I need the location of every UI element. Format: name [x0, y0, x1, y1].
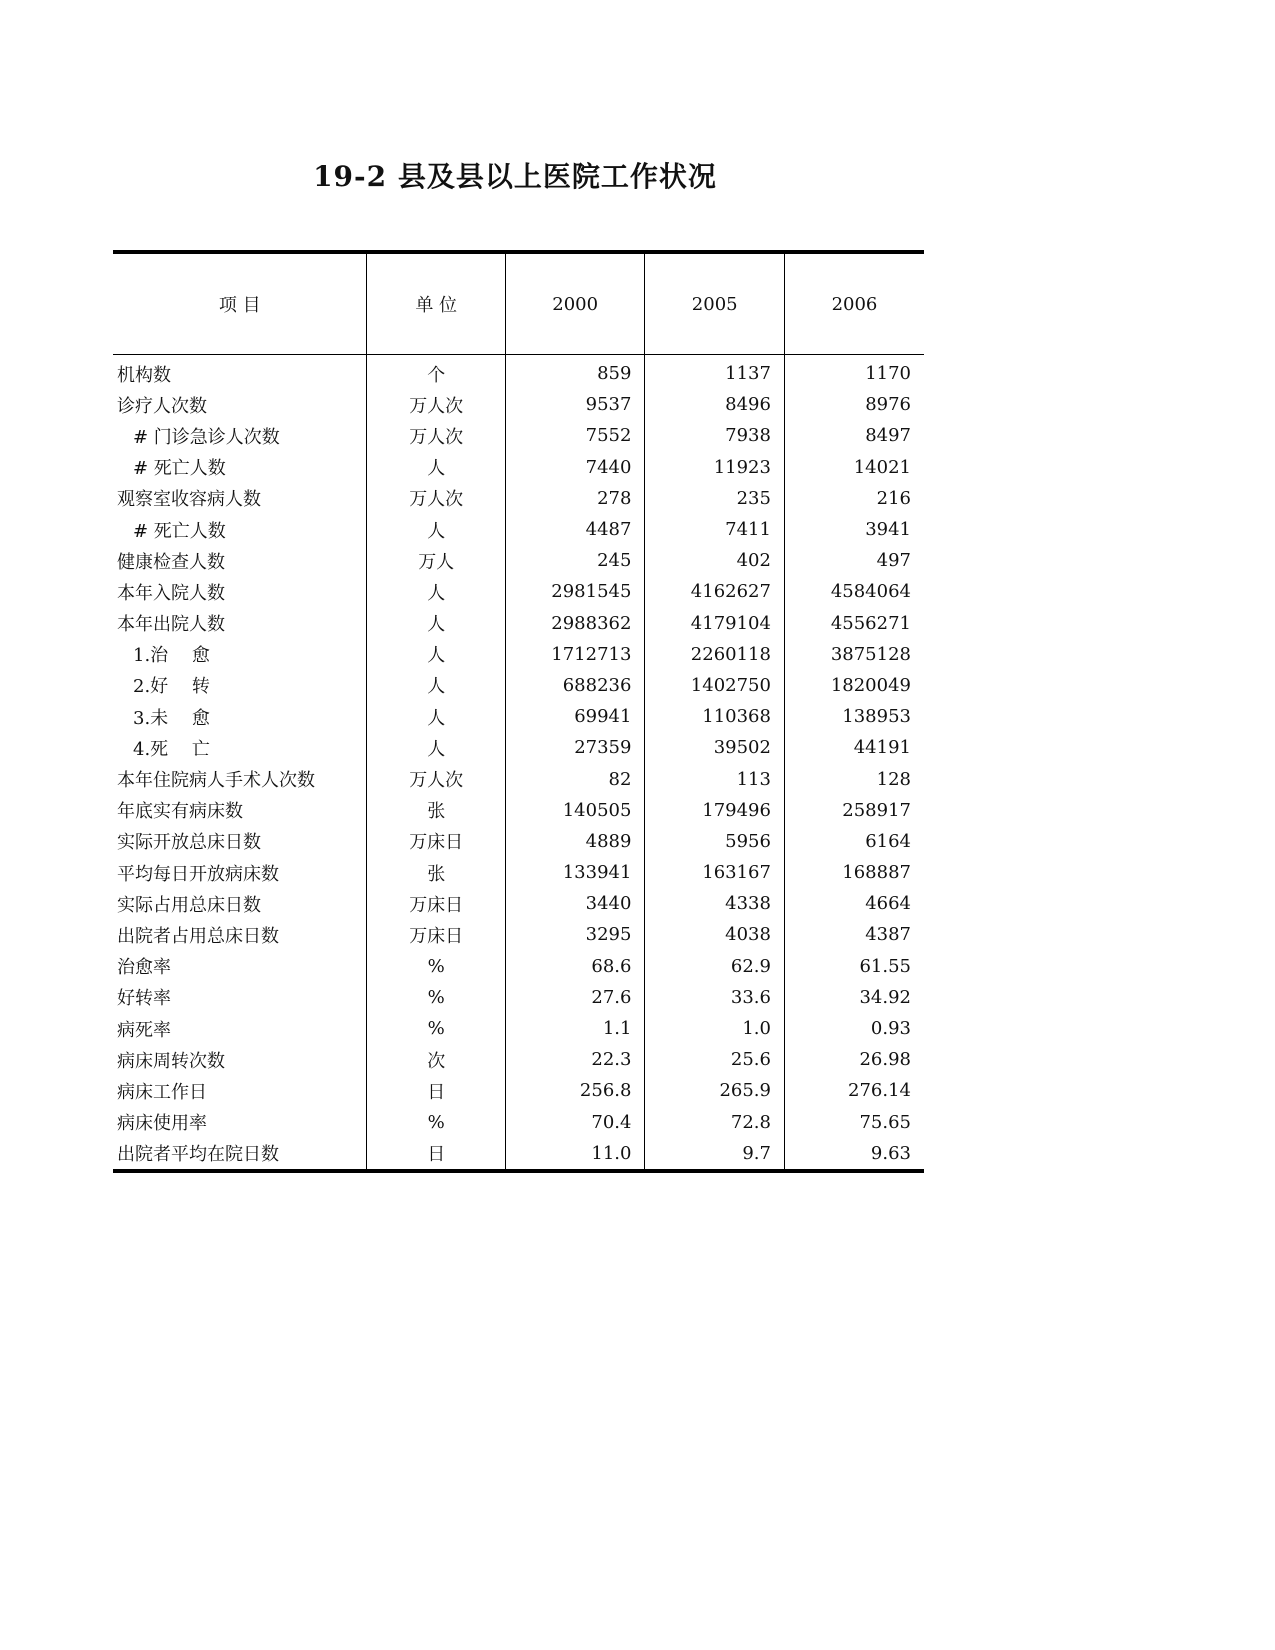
page-title: 19-2 县及县以上医院工作状况	[313, 160, 717, 193]
row-value-2000: 3295	[505, 919, 645, 950]
row-value-2005: 1137	[645, 355, 785, 390]
row-value-2006: 1820049	[784, 670, 924, 701]
row-value-2006: 6164	[784, 826, 924, 857]
row-unit: 个	[367, 355, 506, 390]
row-unit: 人	[367, 732, 506, 763]
row-unit: 人	[367, 576, 506, 607]
row-value-2000: 27359	[505, 732, 645, 763]
row-value-2005: 4338	[645, 888, 785, 919]
row-item-label: # 死亡人数	[133, 520, 226, 542]
table-header-row	[113, 252, 924, 355]
row-value-2000: 2981545	[505, 576, 645, 607]
row-value-2006: 258917	[784, 795, 924, 826]
row-value-2000: 27.6	[505, 982, 645, 1013]
row-item-label: 治愈率	[117, 957, 171, 979]
table-row	[113, 514, 924, 545]
row-value-2005: 8496	[645, 389, 785, 420]
table-row	[113, 857, 924, 888]
row-unit: 万床日	[367, 888, 506, 919]
row-unit: 日	[367, 1075, 506, 1106]
table-row	[113, 951, 924, 982]
row-unit: 人	[367, 608, 506, 639]
row-item-label: 4.死 亡	[133, 738, 210, 760]
table-row	[113, 1138, 924, 1171]
row-value-2005: 4162627	[645, 576, 785, 607]
row-value-2005: 7938	[645, 420, 785, 451]
row-value-2000: 133941	[505, 857, 645, 888]
row-value-2000: 7552	[505, 420, 645, 451]
row-value-2000: 3440	[505, 888, 645, 919]
row-value-2005: 402	[645, 545, 785, 576]
row-item-label: 3.未 愈	[133, 707, 210, 729]
row-value-2005: 4179104	[645, 608, 785, 639]
row-value-2005: 33.6	[645, 982, 785, 1013]
header-year-2000: 2000	[505, 252, 645, 355]
row-unit: 人	[367, 701, 506, 732]
row-value-2000: 4487	[505, 514, 645, 545]
row-value-2000: 70.4	[505, 1107, 645, 1138]
row-value-2006: 8497	[784, 420, 924, 451]
table-row	[113, 1107, 924, 1138]
row-value-2006: 14021	[784, 452, 924, 483]
row-unit: 万床日	[367, 919, 506, 950]
row-item-label: 出院者平均在院日数	[113, 1138, 367, 1171]
row-value-2005: 179496	[645, 795, 785, 826]
row-value-2000: 688236	[505, 670, 645, 701]
statistics-table	[113, 250, 924, 1173]
row-value-2000: 1.1	[505, 1013, 645, 1044]
row-unit: %	[367, 1107, 506, 1138]
row-unit: %	[367, 951, 506, 982]
row-value-2006: 75.65	[784, 1107, 924, 1138]
row-value-2000: 1712713	[505, 639, 645, 670]
header-item: 项 目	[113, 252, 367, 355]
table-row	[113, 763, 924, 794]
table-row	[113, 452, 924, 483]
table-row	[113, 982, 924, 1013]
table-row	[113, 826, 924, 857]
row-value-2006: 26.98	[784, 1044, 924, 1075]
row-item-label: 1.治 愈	[133, 645, 210, 667]
row-unit: 万人	[367, 545, 506, 576]
row-value-2006: 1170	[784, 355, 924, 390]
row-value-2006: 4584064	[784, 576, 924, 607]
table-row	[113, 888, 924, 919]
row-unit: 次	[367, 1044, 506, 1075]
row-item-label: 出院者占用总床日数	[117, 925, 279, 947]
header-unit: 单 位	[367, 252, 506, 355]
row-value-2005: 1.0	[645, 1013, 785, 1044]
row-item-label: 诊疗人次数	[117, 395, 207, 417]
row-unit: %	[367, 982, 506, 1013]
row-value-2000: 82	[505, 763, 645, 794]
row-item-label: # 门诊急诊人次数	[133, 426, 280, 448]
row-value-2000: 859	[505, 355, 645, 390]
row-item-label: # 死亡人数	[133, 458, 226, 480]
row-item-label: 病床使用率	[117, 1113, 207, 1135]
table-row	[113, 1044, 924, 1075]
table-row	[113, 732, 924, 763]
row-value-2005: 4038	[645, 919, 785, 950]
row-unit: 人	[367, 452, 506, 483]
table-row	[113, 1013, 924, 1044]
row-item-label: 年底实有病床数	[117, 801, 243, 823]
row-value-2000: 140505	[505, 795, 645, 826]
row-item-label: 病床工作日	[117, 1081, 207, 1103]
row-value-2006: 34.92	[784, 982, 924, 1013]
row-value-2005: 110368	[645, 701, 785, 732]
row-value-2000: 11.0	[505, 1138, 645, 1171]
row-unit: 万人次	[367, 389, 506, 420]
row-unit: 万床日	[367, 826, 506, 857]
row-value-2005: 1402750	[645, 670, 785, 701]
row-value-2005: 7411	[645, 514, 785, 545]
table-body	[113, 355, 924, 1171]
row-item-label: 机构数	[117, 364, 171, 386]
row-unit: 人	[367, 670, 506, 701]
row-item-label: 健康检查人数	[117, 551, 225, 573]
row-item-label: 实际占用总床日数	[117, 894, 261, 916]
row-value-2006: 168887	[784, 857, 924, 888]
row-value-2006: 3941	[784, 514, 924, 545]
row-value-2000: 69941	[505, 701, 645, 732]
row-item-label: 病床周转次数	[117, 1050, 225, 1072]
row-value-2000: 256.8	[505, 1075, 645, 1106]
row-value-2000: 68.6	[505, 951, 645, 982]
row-value-2005: 265.9	[645, 1075, 785, 1106]
table-row	[113, 483, 924, 514]
row-unit: %	[367, 1013, 506, 1044]
table-row	[113, 545, 924, 576]
table-row	[113, 608, 924, 639]
row-item-label: 本年入院人数	[117, 582, 225, 604]
row-item-label: 病死率	[117, 1019, 171, 1041]
table-row	[113, 420, 924, 451]
row-value-2006: 497	[784, 545, 924, 576]
row-unit: 万人次	[367, 420, 506, 451]
row-value-2005: 163167	[645, 857, 785, 888]
row-value-2005: 39502	[645, 732, 785, 763]
row-value-2005: 62.9	[645, 951, 785, 982]
row-value-2005: 72.8	[645, 1107, 785, 1138]
row-value-2000: 7440	[505, 452, 645, 483]
row-value-2005: 25.6	[645, 1044, 785, 1075]
header-year-2006: 2006	[784, 252, 924, 355]
table-row	[113, 1075, 924, 1106]
row-value-2006: 4556271	[784, 608, 924, 639]
row-value-2006: 4387	[784, 919, 924, 950]
table-row	[113, 919, 924, 950]
row-value-2005: 235	[645, 483, 785, 514]
table-row	[113, 639, 924, 670]
row-item-label: 平均每日开放病床数	[117, 863, 279, 885]
row-value-2005: 5956	[645, 826, 785, 857]
row-value-2006: 3875128	[784, 639, 924, 670]
row-item-label: 好转率	[117, 988, 171, 1010]
row-value-2000: 2988362	[505, 608, 645, 639]
row-item-label: 本年出院人数	[117, 614, 225, 636]
row-value-2000: 4889	[505, 826, 645, 857]
table-row	[113, 670, 924, 701]
row-value-2005: 9.7	[645, 1138, 785, 1171]
row-value-2006: 216	[784, 483, 924, 514]
table-row	[113, 355, 924, 390]
row-value-2006: 276.14	[784, 1075, 924, 1106]
row-value-2005: 2260118	[645, 639, 785, 670]
table-row	[113, 701, 924, 732]
row-item-label: 本年住院病人手术人次数	[117, 770, 315, 792]
row-unit: 张	[367, 857, 506, 888]
row-item-label: 2.好 转	[133, 676, 210, 698]
row-value-2006: 8976	[784, 389, 924, 420]
row-value-2006: 4664	[784, 888, 924, 919]
row-value-2006: 9.63	[784, 1138, 924, 1171]
row-value-2005: 11923	[645, 452, 785, 483]
row-unit: 张	[367, 795, 506, 826]
row-value-2000: 278	[505, 483, 645, 514]
row-unit: 人	[367, 514, 506, 545]
header-year-2005: 2005	[645, 252, 785, 355]
row-value-2006: 61.55	[784, 951, 924, 982]
table-row	[113, 389, 924, 420]
row-value-2006: 128	[784, 763, 924, 794]
row-value-2006: 138953	[784, 701, 924, 732]
table-row	[113, 795, 924, 826]
row-item-label: 观察室收容病人数	[117, 489, 261, 511]
row-unit: 日	[367, 1138, 506, 1171]
row-unit: 万人次	[367, 763, 506, 794]
row-value-2006: 0.93	[784, 1013, 924, 1044]
table-row	[113, 576, 924, 607]
row-value-2006: 44191	[784, 732, 924, 763]
row-item-label: 实际开放总床日数	[117, 832, 261, 854]
row-value-2000: 9537	[505, 389, 645, 420]
row-value-2005: 113	[645, 763, 785, 794]
row-unit: 人	[367, 639, 506, 670]
row-unit: 万人次	[367, 483, 506, 514]
row-value-2000: 245	[505, 545, 645, 576]
row-value-2000: 22.3	[505, 1044, 645, 1075]
